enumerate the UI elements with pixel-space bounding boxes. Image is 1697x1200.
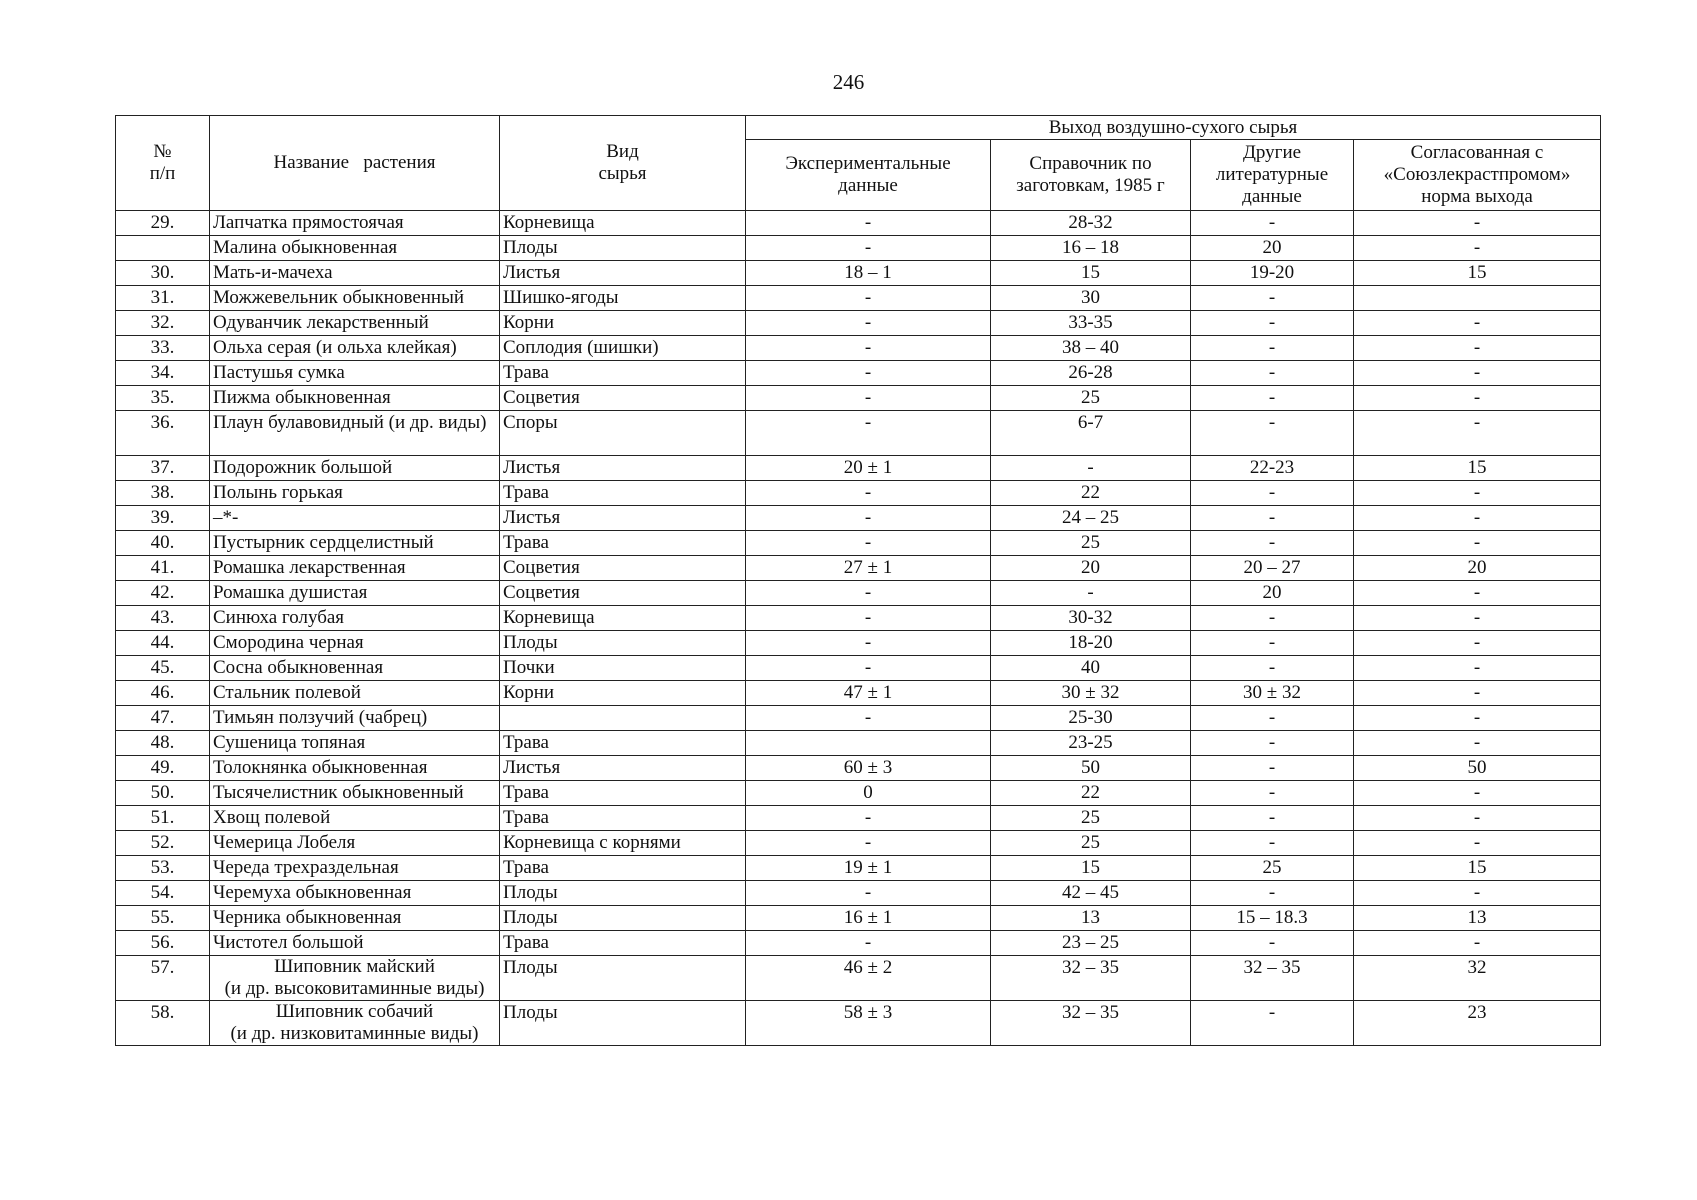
plant-name: Черемуха обыкновенная — [210, 881, 500, 906]
norm-yield: - — [1354, 806, 1601, 831]
table-row — [116, 311, 1601, 336]
reference-yield: 6-7 — [991, 411, 1191, 456]
literature-yield: 20 — [1191, 236, 1354, 261]
table-row — [116, 956, 1601, 1001]
plant-name: Лапчатка прямостоячая — [210, 211, 500, 236]
raw-material-type: Почки — [500, 656, 746, 681]
norm-yield: - — [1354, 706, 1601, 731]
literature-yield: - — [1191, 656, 1354, 681]
literature-yield: - — [1191, 731, 1354, 756]
norm-yield: 15 — [1354, 856, 1601, 881]
table-row — [116, 931, 1601, 956]
table-row — [116, 781, 1601, 806]
literature-yield: 19-20 — [1191, 261, 1354, 286]
table-row — [116, 211, 1601, 236]
table-row — [116, 656, 1601, 681]
norm-yield: - — [1354, 236, 1601, 261]
table-row — [116, 856, 1601, 881]
norm-yield: - — [1354, 506, 1601, 531]
row-number: 34. — [116, 361, 210, 386]
norm-yield: 32 — [1354, 956, 1601, 1001]
row-number: 30. — [116, 261, 210, 286]
literature-yield: - — [1191, 606, 1354, 631]
header-exp: Экспериментальные данные — [746, 140, 991, 211]
row-number: 35. — [116, 386, 210, 411]
plant-name: –*- — [210, 506, 500, 531]
raw-material-type: Корневища — [500, 211, 746, 236]
norm-yield: - — [1354, 931, 1601, 956]
table-row — [116, 631, 1601, 656]
experimental-yield: 58 ± 3 — [746, 1001, 991, 1046]
row-number: 49. — [116, 756, 210, 781]
plant-name: Мать-и-мачеха — [210, 261, 500, 286]
raw-material-type: Трава — [500, 481, 746, 506]
raw-material-type: Корневища с корнями — [500, 831, 746, 856]
norm-yield: - — [1354, 336, 1601, 361]
literature-yield: - — [1191, 706, 1354, 731]
row-number: 37. — [116, 456, 210, 481]
table-row — [116, 831, 1601, 856]
raw-material-type: Плоды — [500, 906, 746, 931]
row-number: 56. — [116, 931, 210, 956]
header-lit: Другие литературные данные — [1191, 140, 1354, 211]
plant-name: Ромашка лекарственная — [210, 556, 500, 581]
raw-material-type: Трава — [500, 931, 746, 956]
table-row — [116, 481, 1601, 506]
raw-material-type: Трава — [500, 361, 746, 386]
raw-material-type: Соцветия — [500, 581, 746, 606]
reference-yield: 25 — [991, 531, 1191, 556]
plant-name: Смородина черная — [210, 631, 500, 656]
raw-material-type: Листья — [500, 756, 746, 781]
reference-yield: 30 ± 32 — [991, 681, 1191, 706]
reference-yield: 50 — [991, 756, 1191, 781]
raw-material-type: Трава — [500, 781, 746, 806]
norm-yield: 20 — [1354, 556, 1601, 581]
table-row — [116, 731, 1601, 756]
row-number: 53. — [116, 856, 210, 881]
raw-material-type: Соцветия — [500, 386, 746, 411]
norm-yield: - — [1354, 656, 1601, 681]
table-row — [116, 606, 1601, 631]
norm-yield: - — [1354, 631, 1601, 656]
plant-name: Пастушья сумка — [210, 361, 500, 386]
experimental-yield: 20 ± 1 — [746, 456, 991, 481]
reference-yield: 13 — [991, 906, 1191, 931]
raw-material-type: Плоды — [500, 1001, 746, 1046]
row-number: 40. — [116, 531, 210, 556]
reference-yield: 28-32 — [991, 211, 1191, 236]
literature-yield: - — [1191, 481, 1354, 506]
header-name: Название растения — [210, 116, 500, 211]
norm-yield: - — [1354, 361, 1601, 386]
experimental-yield: - — [746, 806, 991, 831]
plant-name: Стальник полевой — [210, 681, 500, 706]
raw-material-type: Трава — [500, 806, 746, 831]
experimental-yield: 16 ± 1 — [746, 906, 991, 931]
plant-name: Полынь горькая — [210, 481, 500, 506]
raw-material-type: Плоды — [500, 956, 746, 1001]
literature-yield: - — [1191, 531, 1354, 556]
literature-yield: - — [1191, 806, 1354, 831]
experimental-yield: - — [746, 386, 991, 411]
plant-name: Шиповник собачий (и др. низковитаминные виды) — [210, 1001, 500, 1046]
literature-yield: 15 – 18.3 — [1191, 906, 1354, 931]
table-row — [116, 706, 1601, 731]
plant-name: Черника обыкновенная — [210, 906, 500, 931]
norm-yield: 23 — [1354, 1001, 1601, 1046]
row-number: 58. — [116, 1001, 210, 1046]
reference-yield: 33-35 — [991, 311, 1191, 336]
table-row — [116, 506, 1601, 531]
experimental-yield: - — [746, 311, 991, 336]
row-number: 55. — [116, 906, 210, 931]
plant-name: Ольха серая (и ольха клейкая) — [210, 336, 500, 361]
row-number: 38. — [116, 481, 210, 506]
experimental-yield: 46 ± 2 — [746, 956, 991, 1001]
reference-yield: 15 — [991, 261, 1191, 286]
plant-name: Череда трехраздельная — [210, 856, 500, 881]
header-num: № п/п — [116, 116, 210, 211]
table-row — [116, 531, 1601, 556]
norm-yield: 50 — [1354, 756, 1601, 781]
literature-yield: 30 ± 32 — [1191, 681, 1354, 706]
raw-material-type: Соплодия (шишки) — [500, 336, 746, 361]
reference-yield: 18-20 — [991, 631, 1191, 656]
literature-yield: - — [1191, 411, 1354, 456]
raw-material-type: Листья — [500, 261, 746, 286]
header-norm: Согласованная с «Союзлекрастпромом» норма выхода — [1354, 140, 1601, 211]
table-row — [116, 581, 1601, 606]
reference-yield: - — [991, 456, 1191, 481]
norm-yield: - — [1354, 581, 1601, 606]
plant-name: Толокнянка обыкновенная — [210, 756, 500, 781]
experimental-yield: 27 ± 1 — [746, 556, 991, 581]
literature-yield: - — [1191, 311, 1354, 336]
plant-name: Синюха голубая — [210, 606, 500, 631]
reference-yield: 24 – 25 — [991, 506, 1191, 531]
plant-name: Тысячелистник обыкновенный — [210, 781, 500, 806]
raw-material-type: Трава — [500, 531, 746, 556]
norm-yield: 15 — [1354, 261, 1601, 286]
table-row — [116, 286, 1601, 311]
header-type: Вид сырья — [500, 116, 746, 211]
reference-yield: 23-25 — [991, 731, 1191, 756]
table-row — [116, 681, 1601, 706]
experimental-yield: - — [746, 336, 991, 361]
row-number: 47. — [116, 706, 210, 731]
plant-name: Шиповник майский (и др. высоковитаминные виды) — [210, 956, 500, 1001]
plant-name: Пустырник сердцелистный — [210, 531, 500, 556]
plant-name: Подорожник большой — [210, 456, 500, 481]
norm-yield: 15 — [1354, 456, 1601, 481]
reference-yield: 26-28 — [991, 361, 1191, 386]
table-row — [116, 806, 1601, 831]
raw-material-type: Соцветия — [500, 556, 746, 581]
norm-yield: 13 — [1354, 906, 1601, 931]
norm-yield: - — [1354, 681, 1601, 706]
row-number: 44. — [116, 631, 210, 656]
table-row — [116, 336, 1601, 361]
table-row — [116, 261, 1601, 286]
literature-yield: - — [1191, 781, 1354, 806]
row-number: 36. — [116, 411, 210, 456]
table-row — [116, 411, 1601, 456]
raw-material-type: Трава — [500, 731, 746, 756]
row-number: 51. — [116, 806, 210, 831]
plant-name: Сушеница топяная — [210, 731, 500, 756]
literature-yield: - — [1191, 386, 1354, 411]
literature-yield: 25 — [1191, 856, 1354, 881]
plant-name: Ромашка душистая — [210, 581, 500, 606]
experimental-yield: 60 ± 3 — [746, 756, 991, 781]
experimental-yield: - — [746, 211, 991, 236]
experimental-yield: - — [746, 606, 991, 631]
plant-name: Можжевельник обыкновенный — [210, 286, 500, 311]
literature-yield: - — [1191, 361, 1354, 386]
plant-name: Тимьян ползучий (чабрец) — [210, 706, 500, 731]
norm-yield: - — [1354, 386, 1601, 411]
experimental-yield: - — [746, 506, 991, 531]
reference-yield: 25-30 — [991, 706, 1191, 731]
reference-yield: 38 – 40 — [991, 336, 1191, 361]
literature-yield: - — [1191, 506, 1354, 531]
raw-material-type: Плоды — [500, 236, 746, 261]
experimental-yield: - — [746, 831, 991, 856]
table-row — [116, 386, 1601, 411]
row-number: 52. — [116, 831, 210, 856]
row-number: 33. — [116, 336, 210, 361]
reference-yield: 42 – 45 — [991, 881, 1191, 906]
experimental-yield: - — [746, 481, 991, 506]
row-number: 48. — [116, 731, 210, 756]
plant-name: Одуванчик лекарственный — [210, 311, 500, 336]
norm-yield: - — [1354, 606, 1601, 631]
literature-yield: - — [1191, 831, 1354, 856]
experimental-yield: - — [746, 656, 991, 681]
reference-yield: - — [991, 581, 1191, 606]
table-header — [116, 116, 1601, 211]
raw-material-type: Листья — [500, 456, 746, 481]
reference-yield: 23 – 25 — [991, 931, 1191, 956]
row-number: 46. — [116, 681, 210, 706]
experimental-yield: - — [746, 531, 991, 556]
row-number: 57. — [116, 956, 210, 1001]
plant-name: Хвощ полевой — [210, 806, 500, 831]
literature-yield: 32 – 35 — [1191, 956, 1354, 1001]
table-row — [116, 881, 1601, 906]
reference-yield: 22 — [991, 481, 1191, 506]
plant-name: Плаун булавовидный (и др. виды) — [210, 411, 500, 456]
experimental-yield: 47 ± 1 — [746, 681, 991, 706]
experimental-yield: 0 — [746, 781, 991, 806]
experimental-yield: - — [746, 411, 991, 456]
experimental-yield: - — [746, 236, 991, 261]
page-number: 246 — [832, 70, 865, 94]
experimental-yield: 18 – 1 — [746, 261, 991, 286]
experimental-yield: - — [746, 706, 991, 731]
table-row — [116, 236, 1601, 261]
raw-material-type: Споры — [500, 411, 746, 456]
literature-yield: - — [1191, 211, 1354, 236]
row-number: 29. — [116, 211, 210, 236]
experimental-yield — [746, 731, 991, 756]
plant-name: Сосна обыкновенная — [210, 656, 500, 681]
plant-name: Чистотел большой — [210, 931, 500, 956]
raw-material-type: Корневища — [500, 606, 746, 631]
norm-yield: - — [1354, 831, 1601, 856]
reference-yield: 16 – 18 — [991, 236, 1191, 261]
reference-yield: 22 — [991, 781, 1191, 806]
header-group: Выход воздушно-сухого сырья — [746, 116, 1601, 140]
raw-material-type: Трава — [500, 856, 746, 881]
row-number: 45. — [116, 656, 210, 681]
raw-material-type: Листья — [500, 506, 746, 531]
reference-yield: 40 — [991, 656, 1191, 681]
reference-yield: 32 – 35 — [991, 956, 1191, 1001]
norm-yield: - — [1354, 531, 1601, 556]
raw-material-type — [500, 706, 746, 731]
raw-material-type: Корни — [500, 681, 746, 706]
reference-yield: 32 – 35 — [991, 1001, 1191, 1046]
experimental-yield: - — [746, 881, 991, 906]
table-row — [116, 361, 1601, 386]
experimental-yield: - — [746, 631, 991, 656]
literature-yield: - — [1191, 1001, 1354, 1046]
raw-material-type: Шишко-ягоды — [500, 286, 746, 311]
norm-yield — [1354, 286, 1601, 311]
experimental-yield: - — [746, 581, 991, 606]
table-row — [116, 906, 1601, 931]
plant-name: Чемерица Лобеля — [210, 831, 500, 856]
row-number: 39. — [116, 506, 210, 531]
literature-yield: 20 – 27 — [1191, 556, 1354, 581]
plant-name: Пижма обыкновенная — [210, 386, 500, 411]
experimental-yield: 19 ± 1 — [746, 856, 991, 881]
raw-material-type: Корни — [500, 311, 746, 336]
table-row — [116, 1001, 1601, 1046]
reference-yield: 25 — [991, 386, 1191, 411]
norm-yield: - — [1354, 731, 1601, 756]
reference-yield: 15 — [991, 856, 1191, 881]
table-row — [116, 756, 1601, 781]
table-row — [116, 456, 1601, 481]
row-number: 43. — [116, 606, 210, 631]
row-number: 32. — [116, 311, 210, 336]
norm-yield: - — [1354, 481, 1601, 506]
table-row — [116, 556, 1601, 581]
experimental-yield: - — [746, 931, 991, 956]
reference-yield: 30-32 — [991, 606, 1191, 631]
literature-yield: - — [1191, 631, 1354, 656]
plant-yield-table — [115, 115, 1601, 1046]
literature-yield: 20 — [1191, 581, 1354, 606]
literature-yield: - — [1191, 336, 1354, 361]
row-number: 42. — [116, 581, 210, 606]
literature-yield: 22-23 — [1191, 456, 1354, 481]
experimental-yield: - — [746, 286, 991, 311]
reference-yield: 25 — [991, 806, 1191, 831]
table-body — [116, 211, 1601, 1046]
row-number: 41. — [116, 556, 210, 581]
literature-yield: - — [1191, 931, 1354, 956]
literature-yield: - — [1191, 756, 1354, 781]
header-ref: Справочник по заготовкам, 1985 г — [991, 140, 1191, 211]
norm-yield: - — [1354, 211, 1601, 236]
row-number: 50. — [116, 781, 210, 806]
row-number: 31. — [116, 286, 210, 311]
norm-yield: - — [1354, 411, 1601, 456]
raw-material-type: Плоды — [500, 881, 746, 906]
literature-yield: - — [1191, 286, 1354, 311]
norm-yield: - — [1354, 881, 1601, 906]
reference-yield: 20 — [991, 556, 1191, 581]
norm-yield: - — [1354, 781, 1601, 806]
literature-yield: - — [1191, 881, 1354, 906]
row-number — [116, 236, 210, 261]
reference-yield: 30 — [991, 286, 1191, 311]
plant-name: Малина обыкновенная — [210, 236, 500, 261]
row-number: 54. — [116, 881, 210, 906]
reference-yield: 25 — [991, 831, 1191, 856]
raw-material-type: Плоды — [500, 631, 746, 656]
norm-yield: - — [1354, 311, 1601, 336]
experimental-yield: - — [746, 361, 991, 386]
